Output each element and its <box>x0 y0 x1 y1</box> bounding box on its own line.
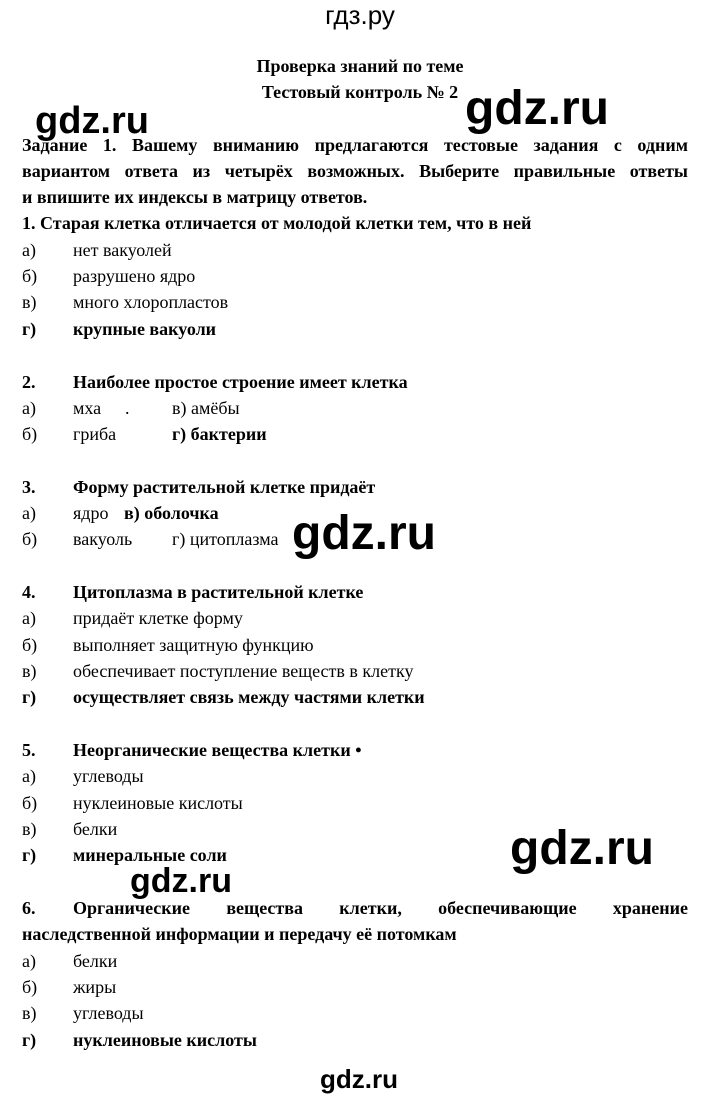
page-title: Проверка знаний по теме <box>256 56 464 76</box>
option-letter: в) <box>22 1003 37 1023</box>
option-text-correct: крупные вакуоли <box>73 319 217 339</box>
page-subtitle: Тестовый контроль № 2 <box>261 82 459 102</box>
option-text: гриба <box>73 424 117 444</box>
option-text-correct: г) бактерии <box>172 424 267 444</box>
option-text: придаёт клетке форму <box>73 608 243 628</box>
option-text: нет вакуолей <box>73 240 172 260</box>
option-text: мха <box>73 398 102 418</box>
option-text-correct: минеральные соли <box>73 845 227 865</box>
option-text: выполняет защитную функцию <box>73 635 314 655</box>
option-text: вакуоль <box>73 529 133 549</box>
question-1-text: 1. Старая клетка отличается от молодой клетки тем, что в ней <box>22 213 532 233</box>
option-letter-correct: г) <box>22 319 37 339</box>
option-letter: б) <box>22 424 38 444</box>
option-letter: а) <box>22 608 36 628</box>
option-letter: в) <box>22 661 37 681</box>
question-6-text: Органические вещества клетки, обеспечивающие хранение <box>73 898 688 918</box>
option-letter: а) <box>22 503 36 523</box>
option-text: обеспечивает поступление веществ в клетку <box>73 661 414 681</box>
option-letter: б) <box>22 266 38 286</box>
option-text: много хлоропластов <box>73 292 229 312</box>
stray-dot: . <box>125 398 130 418</box>
question-3-text: Форму растительной клетке придаёт <box>73 477 376 497</box>
watermark: gdz.ru <box>510 822 654 875</box>
question-number: 6. <box>22 898 36 918</box>
watermark: gdz.ru <box>130 862 232 900</box>
option-letter: в) <box>22 819 37 839</box>
option-letter-correct: г) <box>22 687 37 707</box>
question-2-text: Наиболее простое строение имеет клетка <box>73 372 408 392</box>
watermark: gdz.ru <box>292 507 436 560</box>
option-text-correct: нуклеиновые кислоты <box>73 1030 257 1050</box>
task-line: Задание 1. Вашему вниманию предлагаются тестовые задания с одним <box>22 135 688 155</box>
task-line: вариантом ответа из четырёх возможных. Выберите правильные ответы <box>22 161 688 181</box>
option-letter: б) <box>22 977 38 997</box>
option-letter: а) <box>22 766 36 786</box>
option-text: белки <box>73 951 118 971</box>
watermark: gdz.ru <box>320 1064 398 1094</box>
question-number: 5. <box>22 740 36 760</box>
option-letter: а) <box>22 240 36 260</box>
option-letter: б) <box>22 529 38 549</box>
option-letter: в) <box>22 292 37 312</box>
option-text: белки <box>73 819 118 839</box>
question-6-text-cont: наследственной информации и передачу её потомкам <box>22 924 457 944</box>
option-text-correct: в) оболочка <box>124 503 219 523</box>
option-letter-correct: г) <box>22 1030 37 1050</box>
watermark: gdz.ru <box>35 100 149 142</box>
option-text: углеводы <box>73 766 144 786</box>
option-text: ядро <box>73 503 109 523</box>
option-text: углеводы <box>73 1003 144 1023</box>
task-line: и впишите их индексы в матрицу ответов. <box>22 187 368 207</box>
option-text: в) амёбы <box>172 398 240 418</box>
option-text-correct: осуществляет связь между частями клетки <box>73 687 425 707</box>
option-letter: а) <box>22 951 36 971</box>
option-text: нуклеиновые кислоты <box>73 793 243 813</box>
question-number: 4. <box>22 582 36 602</box>
option-text: г) цитоплазма <box>172 529 279 549</box>
option-text: разрушено ядро <box>73 266 196 286</box>
question-number: 3. <box>22 477 36 497</box>
watermark: gdz.ru <box>465 82 609 135</box>
site-header: гдз.ру <box>325 0 395 30</box>
option-letter: а) <box>22 398 36 418</box>
question-4-text: Цитоплазма в растительной клетке <box>73 582 364 602</box>
option-text: жиры <box>73 977 117 997</box>
option-letter-correct: г) <box>22 845 37 865</box>
question-5-text: Неорганические вещества клетки • <box>73 740 362 760</box>
question-number: 2. <box>22 372 36 392</box>
option-letter: б) <box>22 793 38 813</box>
option-letter: б) <box>22 635 38 655</box>
